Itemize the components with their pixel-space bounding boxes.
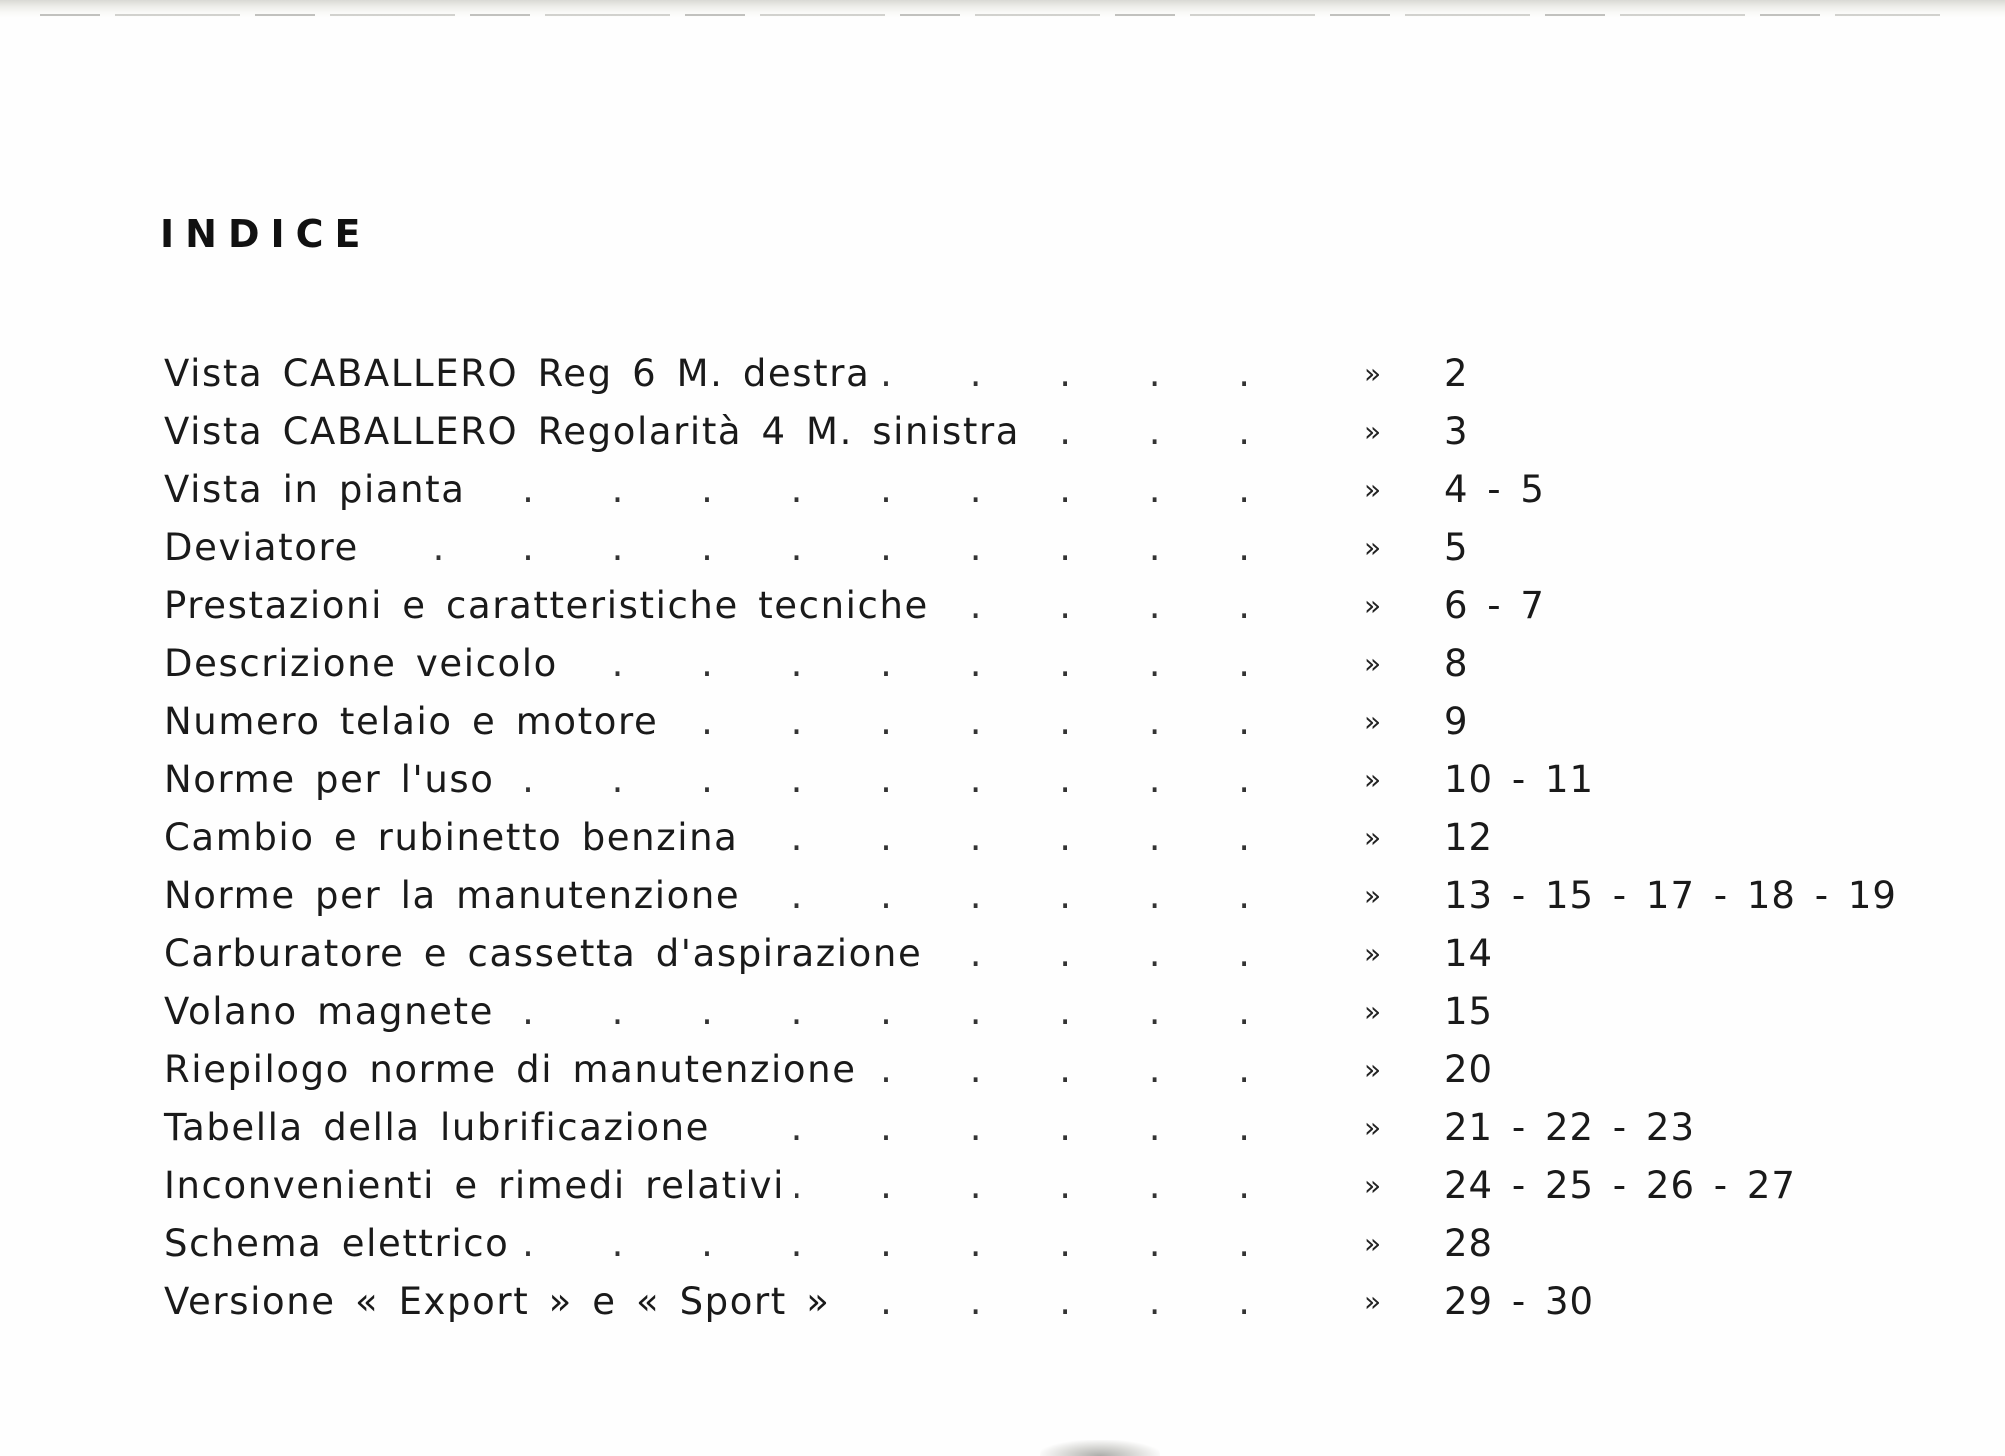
- toc-entry-pages: 6 - 7: [1444, 584, 1545, 627]
- paper-edge-wear: [40, 14, 1940, 16]
- ditto-marker: »: [1364, 763, 1382, 796]
- toc-entry-pages: 5: [1444, 526, 1469, 569]
- toc-entry-pages: 21 - 22 - 23: [1444, 1106, 1695, 1149]
- toc-entry-label: Deviatore: [164, 519, 369, 577]
- toc-entry-pages: 14: [1444, 932, 1494, 975]
- toc-entry: [164, 809, 1864, 867]
- toc-entry: [164, 925, 1864, 983]
- toc-entry: [164, 1099, 1864, 1157]
- toc-entry-label: Schema elettrico: [164, 1215, 519, 1273]
- toc-entry: [164, 403, 1864, 461]
- toc-entry: [164, 1041, 1864, 1099]
- table-of-contents: [164, 345, 1897, 1331]
- toc-entry-label: Versione « Export » e « Sport »: [164, 1273, 841, 1331]
- toc-entry: [164, 519, 1864, 577]
- toc-entry: [164, 867, 1897, 925]
- toc-entry-pages: 12: [1444, 816, 1494, 859]
- toc-entry-pages: 2: [1444, 352, 1469, 395]
- toc-entry-pages: 28: [1444, 1222, 1494, 1265]
- toc-entry: [164, 1157, 1864, 1215]
- ditto-marker: »: [1364, 415, 1382, 448]
- toc-entry-label: Cambio e rubinetto benzina: [164, 809, 748, 867]
- toc-entry: [164, 983, 1864, 1041]
- toc-entry-label: Prestazioni e caratteristiche tecniche: [164, 577, 939, 635]
- ditto-marker: »: [1364, 531, 1382, 564]
- toc-entry-label: Norme per la manutenzione: [164, 867, 750, 925]
- toc-entry-pages: 15: [1444, 990, 1494, 1033]
- toc-entry-pages: 9: [1444, 700, 1469, 743]
- toc-entry-pages: 24 - 25 - 26 - 27: [1444, 1164, 1796, 1207]
- toc-entry-label: Inconvenienti e rimedi relativi: [164, 1157, 795, 1215]
- toc-entry-label: Volano magnete: [164, 983, 504, 1041]
- toc-entry-pages: 4 - 5: [1444, 468, 1545, 511]
- toc-entry: [164, 693, 1864, 751]
- toc-entry-label: Numero telaio e motore: [164, 693, 668, 751]
- ditto-marker: »: [1364, 473, 1382, 506]
- toc-entry-pages: 13 - 15 - 17 - 18 - 19: [1444, 874, 1897, 917]
- toc-entry-label: Tabella della lubrificazione: [164, 1099, 720, 1157]
- toc-entry-label: Carburatore e cassetta d'aspirazione: [164, 925, 932, 983]
- toc-entry-label: Vista CABALLERO Regolarità 4 M. sinistra: [164, 403, 1030, 461]
- toc-entry-pages: 10 - 11: [1444, 758, 1595, 801]
- toc-entry: [164, 1215, 1864, 1273]
- toc-entry-label: Riepilogo norme di manutenzione: [164, 1041, 867, 1099]
- toc-entry-label: Vista CABALLERO Reg 6 M. destra: [164, 345, 880, 403]
- ditto-marker: »: [1364, 995, 1382, 1028]
- toc-entry: [164, 577, 1864, 635]
- toc-entry-label: Descrizione veicolo: [164, 635, 568, 693]
- toc-entry: [164, 461, 1864, 519]
- ditto-marker: »: [1364, 357, 1382, 390]
- toc-entry-label: Norme per l'uso: [164, 751, 504, 809]
- toc-entry-pages: 8: [1444, 642, 1469, 685]
- ditto-marker: »: [1364, 879, 1382, 912]
- ditto-marker: »: [1364, 589, 1382, 622]
- toc-entry-pages: 20: [1444, 1048, 1494, 1091]
- ditto-marker: »: [1364, 1169, 1382, 1202]
- ditto-marker: »: [1364, 647, 1382, 680]
- index-title: INDICE: [160, 212, 372, 256]
- ditto-marker: »: [1364, 1227, 1382, 1260]
- toc-entry: [164, 1273, 1864, 1331]
- toc-entry-pages: 3: [1444, 410, 1469, 453]
- ditto-marker: »: [1364, 1111, 1382, 1144]
- toc-entry: [164, 751, 1864, 809]
- paper-bottom-mark: [1040, 1440, 1160, 1456]
- toc-entry-label: Vista in pianta: [164, 461, 476, 519]
- ditto-marker: »: [1364, 937, 1382, 970]
- ditto-marker: »: [1364, 1053, 1382, 1086]
- toc-entry-pages: 29 - 30: [1444, 1280, 1595, 1323]
- toc-entry: [164, 635, 1864, 693]
- ditto-marker: »: [1364, 705, 1382, 738]
- ditto-marker: »: [1364, 1285, 1382, 1318]
- toc-entry: [164, 345, 1864, 403]
- ditto-marker: »: [1364, 821, 1382, 854]
